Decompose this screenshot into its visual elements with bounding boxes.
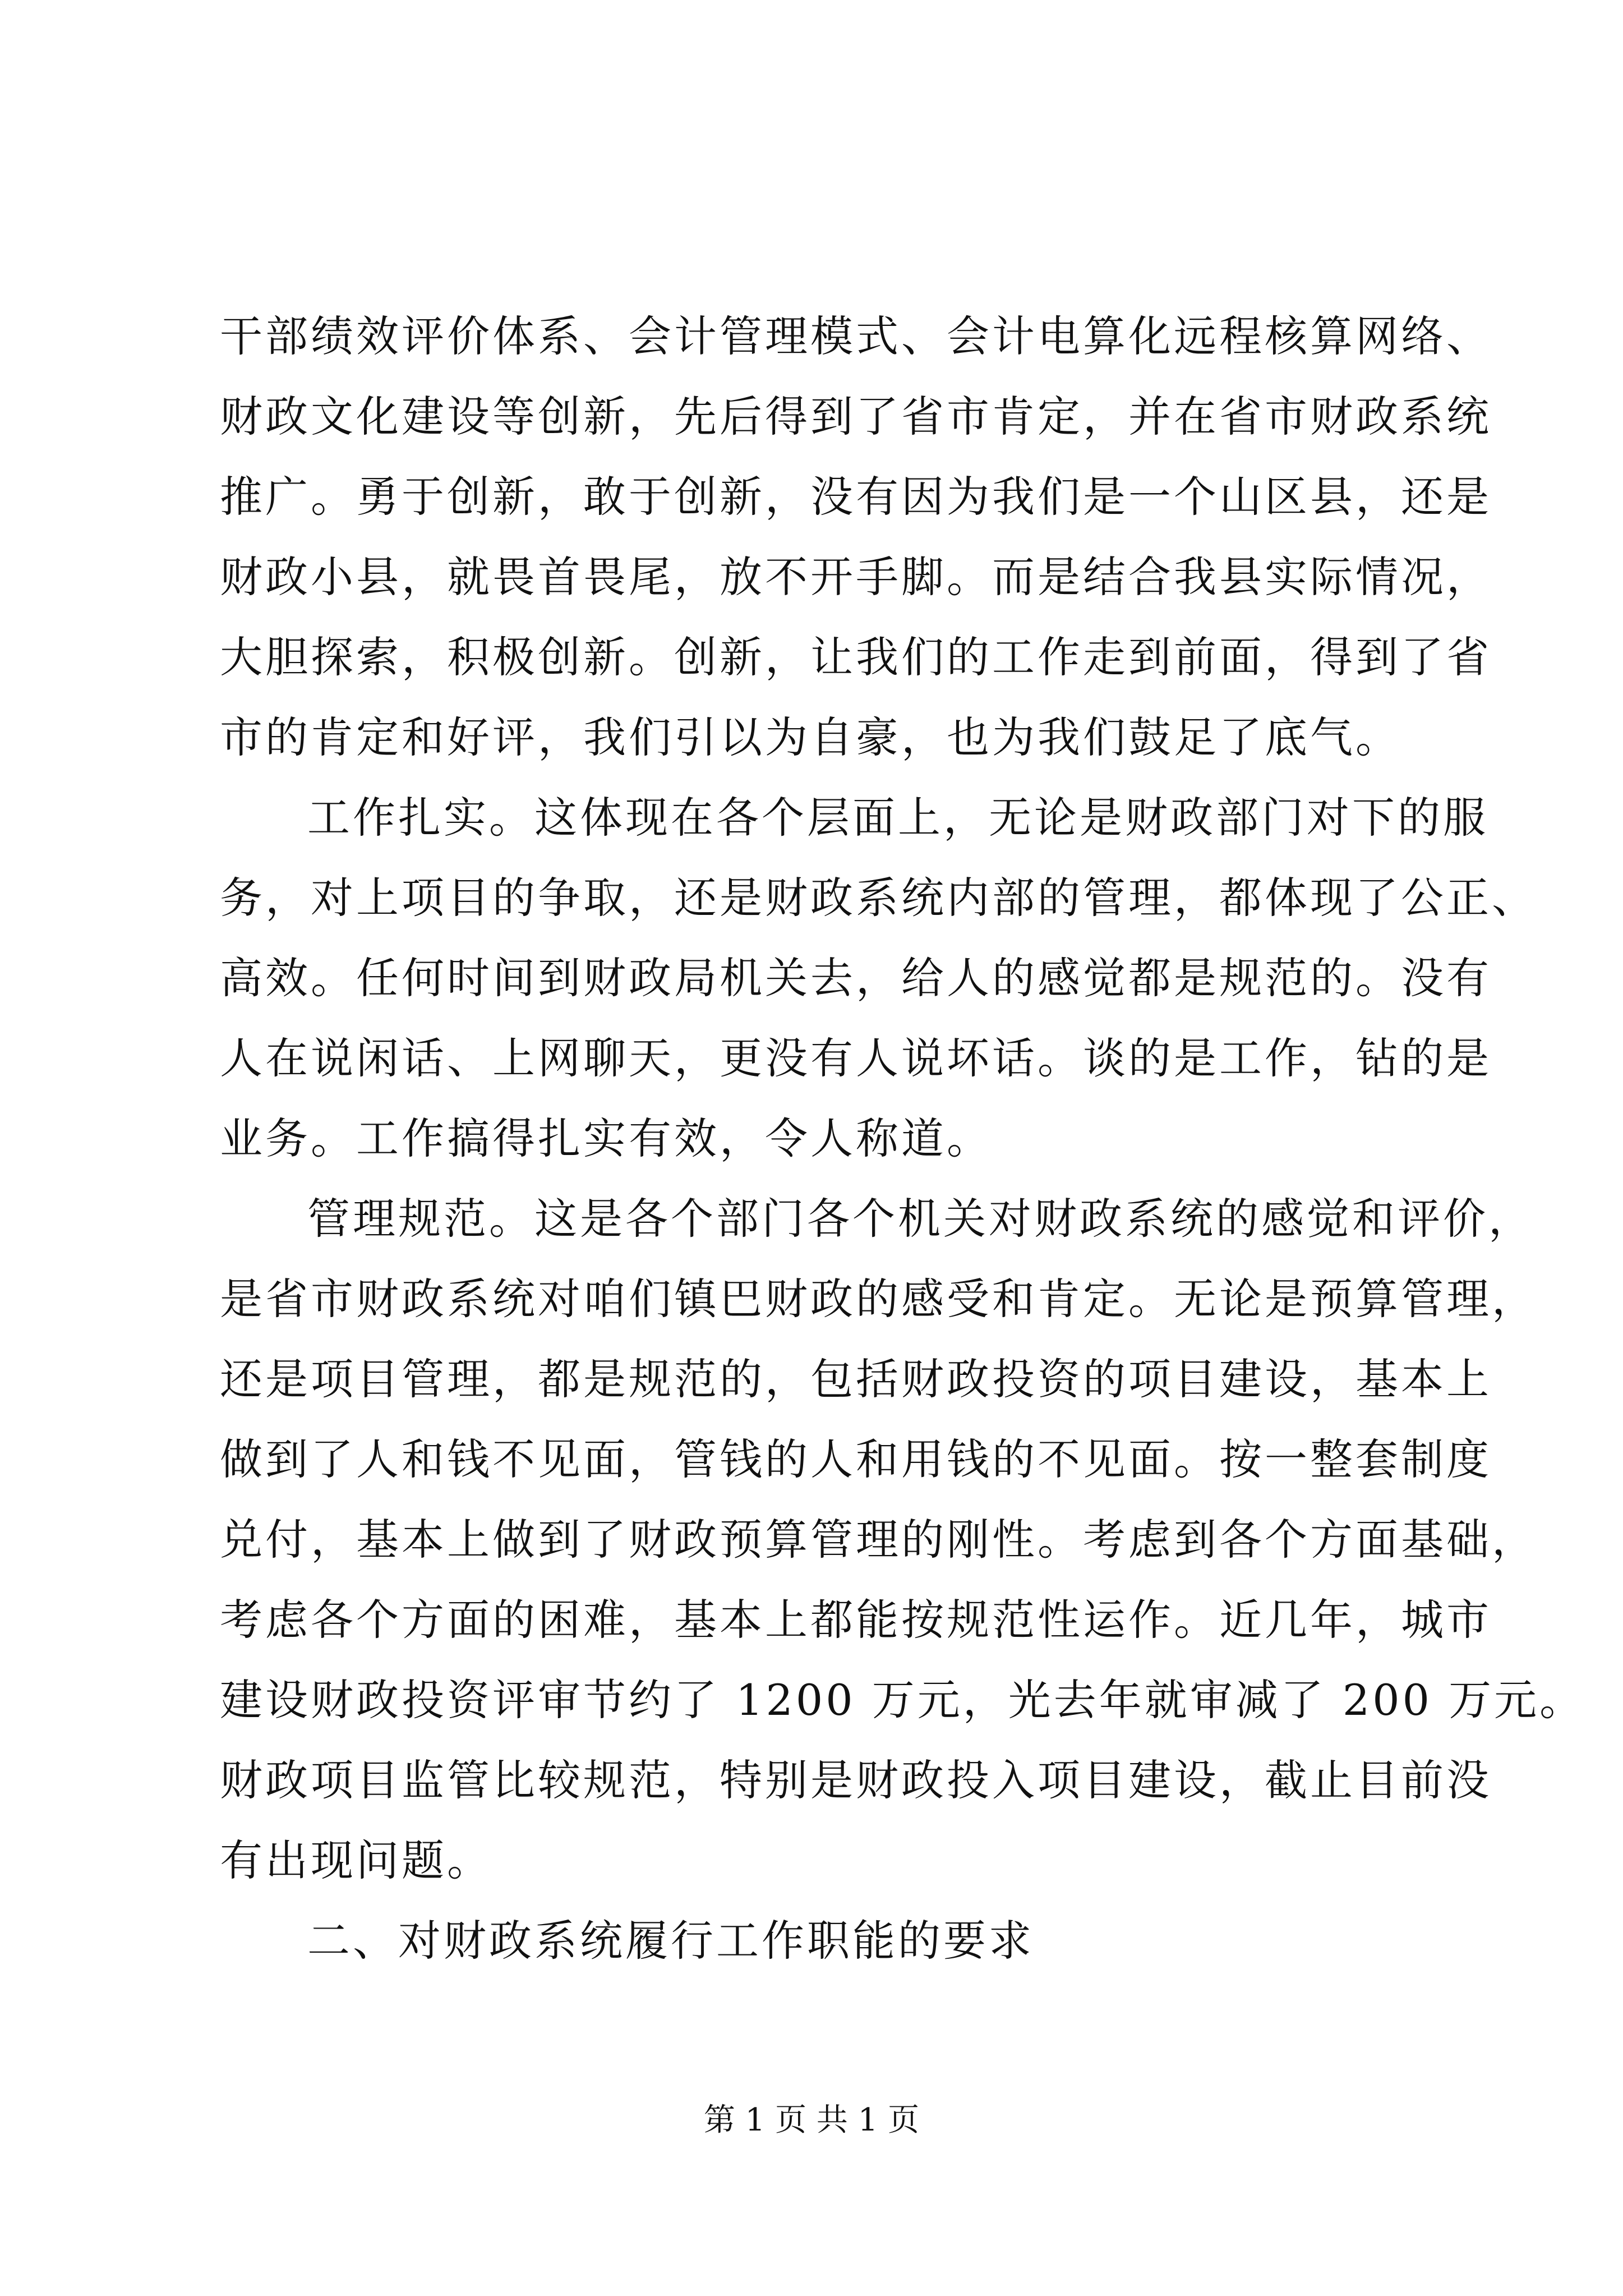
text-line: 有出现问题。 — [220, 1835, 492, 1885]
text-line: 做到了人和钱不见面，管钱的人和用钱的不见面。按一整套制度 — [220, 1434, 1492, 1484]
section-heading: 二、对财政系统履行工作职能的要求 — [307, 1916, 1034, 1966]
text-line: 人在说闲话、上网聊天，更没有人说坏话。谈的是工作，钻的是 — [220, 1033, 1492, 1083]
text-line: 市的肯定和好评，我们引以为自豪，也为我们鼓足了底气。 — [220, 712, 1401, 762]
text-line: 务，对上项目的争取，还是财政系统内部的管理，都体现了公正、 — [220, 873, 1537, 923]
text-line: 干部绩效评价体系、会计管理模式、会计电算化远程核算网络、 — [220, 311, 1492, 361]
text-line: 大胆探索，积极创新。创新，让我们的工作走到前面，得到了省 — [220, 632, 1492, 682]
text-line: 建设财政投资评审节约了 1200 万元，光去年就审减了 200 万元。 — [220, 1675, 1585, 1725]
text-line: 高效。任何时间到财政局机关去，给人的感觉都是规范的。没有 — [220, 953, 1492, 1003]
text-line: 财政小县，就畏首畏尾，放不开手脚。而是结合我县实际情况， — [220, 552, 1492, 602]
text-line: 是省市财政系统对咱们镇巴财政的感受和肯定。无论是预算管理， — [220, 1274, 1537, 1324]
text-line: 考虑各个方面的困难，基本上都能按规范性运作。近几年，城市 — [220, 1595, 1492, 1645]
text-line: 还是项目管理，都是规范的，包括财政投资的项目建设，基本上 — [220, 1354, 1492, 1404]
text-line: 推广。勇于创新，敢于创新，没有因为我们是一个山区县，还是 — [220, 472, 1492, 522]
paragraph-start-line: 工作扎实。这体现在各个层面上，无论是财政部门对下的服 — [307, 793, 1488, 843]
text-line: 财政项目监管比较规范，特别是财政投入项目建设，截止目前没 — [220, 1755, 1492, 1805]
paragraph-start-line: 管理规范。这是各个部门各个机关对财政系统的感觉和评价， — [307, 1194, 1534, 1244]
text-line: 财政文化建设等创新，先后得到了省市肯定，并在省市财政系统 — [220, 392, 1492, 441]
text-line: 兑付，基本上做到了财政预算管理的刚性。考虑到各个方面基础， — [220, 1515, 1537, 1565]
text-line: 业务。工作搞得扎实有效，令人称道。 — [220, 1114, 992, 1163]
page-number-footer: 第 1 页 共 1 页 — [703, 2102, 920, 2138]
